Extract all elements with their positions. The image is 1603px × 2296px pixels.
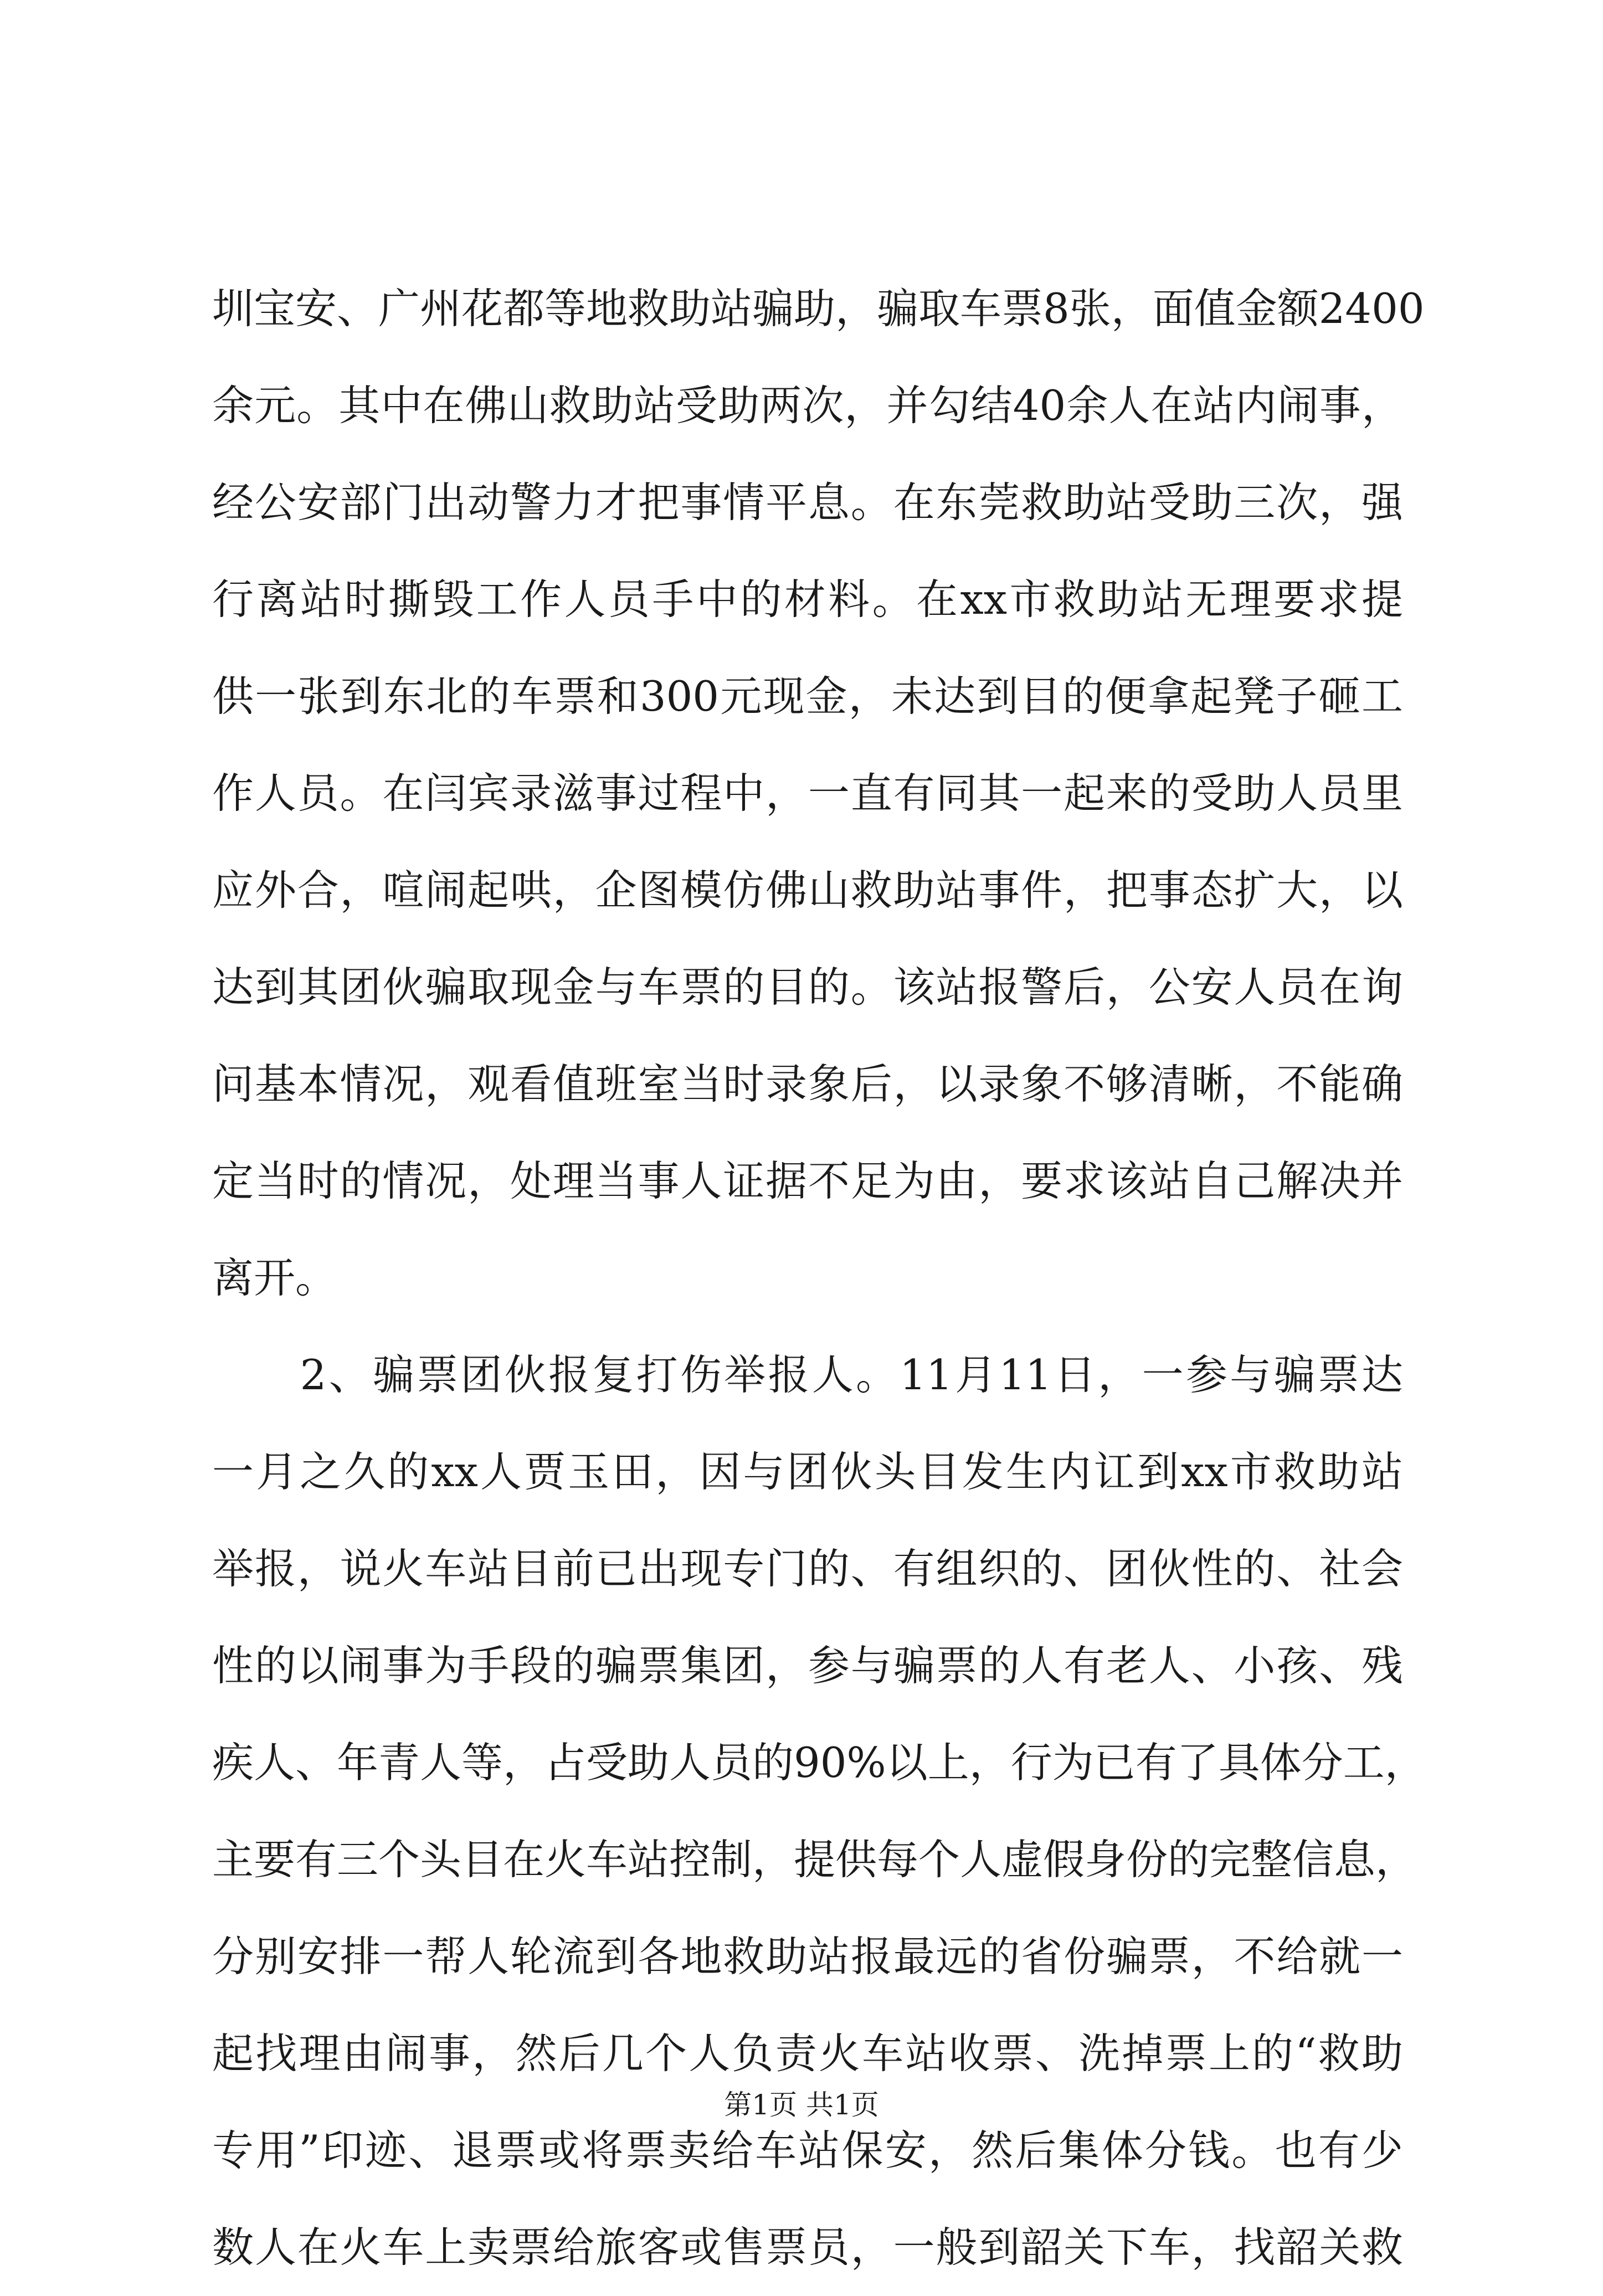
text-line: 起找理由闹事，然后几个人负责火车站收票、洗掉票上的“救助 <box>212 2029 1403 2078</box>
text-line: 问基本情况，观看值班室当时录象后，以录象不够清晰，不能确 <box>212 1060 1403 1108</box>
text-line: 行离站时撕毁工作人员手中的材料。在xx市救助站无理要求提 <box>212 575 1403 624</box>
text-line: 疾人、年青人等，占受助人员的90%以上，行为已有了具体分工， <box>212 1738 1426 1787</box>
text-line: 离开。 <box>212 1254 337 1302</box>
page-number: 第1页 共1页 <box>724 2089 879 2121</box>
text-line: 余元。其中在佛山救助站受助两次，并勾结40余人在站内闹事， <box>212 381 1403 430</box>
text-line: 2、骗票团伙报复打伤举报人。11月11日，一参与骗票达 <box>212 1350 1403 1399</box>
text-line: 专用”印迹、退票或将票卖给车站保安，然后集体分钱。也有少 <box>212 2126 1403 2175</box>
text-line: 经公安部门出动警力才把事情平息。在东莞救助站受助三次，强 <box>212 478 1403 527</box>
text-line: 圳宝安、广州花都等地救助站骗助，骗取车票8张，面值金额2400 <box>212 284 1425 333</box>
text-line: 应外合，喧闹起哄，企图模仿佛山救助站事件，把事态扩大，以 <box>212 866 1403 915</box>
text-line: 定当时的情况，处理当事人证据不足为由，要求该站自己解决并 <box>212 1157 1403 1205</box>
text-line: 供一张到东北的车票和300元现金，未达到目的便拿起凳子砸工 <box>212 672 1403 721</box>
document-body <box>212 260 1426 2296</box>
text-line: 作人员。在闫宾录滋事过程中，一直有同其一起来的受助人员里 <box>212 769 1403 818</box>
page-footer <box>0 2086 1603 2124</box>
text-line: 分别安排一帮人轮流到各地救助站报最远的省份骗票，不给就一 <box>212 1932 1403 1981</box>
text-line: 主要有三个头目在火车站控制，提供每个人虚假身份的完整信息， <box>212 1835 1417 1884</box>
text-line: 举报，说火车站目前已出现专门的、有组织的、团伙性的、社会 <box>212 1544 1403 1593</box>
text-line: 数人在火车上卖票给旅客或售票员，一般到韶关下车，找韶关救 <box>212 2223 1403 2272</box>
text-line: 性的以闹事为手段的骗票集团，参与骗票的人有老人、小孩、残 <box>212 1641 1403 1690</box>
text-line: 一月之久的xx人贾玉田，因与团伙头目发生内讧到xx市救助站 <box>212 1447 1403 1496</box>
text-line: 达到其团伙骗取现金与车票的目的。该站报警后，公安人员在询 <box>212 963 1403 1011</box>
